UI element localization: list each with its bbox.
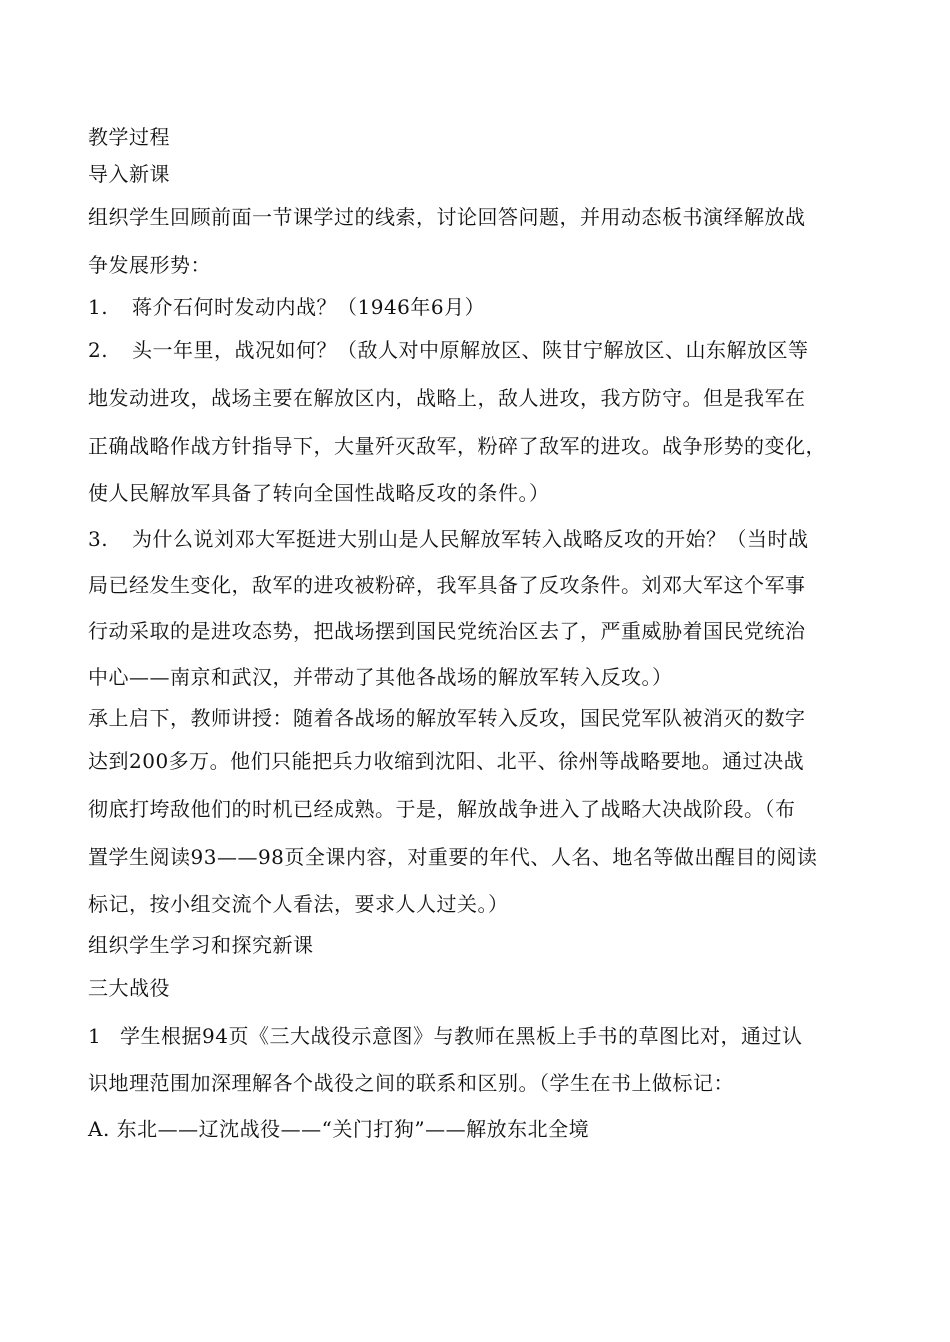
transition-paragraph: 置学生阅读93——98页全课内容，对重要的年代、人名、地名等做出醒目的阅读 [88, 845, 818, 869]
question-3-continued: 中心——南京和武汉，并带动了其他各战场的解放军转入反攻。） [88, 665, 673, 689]
item-number: 1 [88, 1024, 102, 1048]
heading-study-new-lesson: 组织学生学习和探究新课 [88, 933, 314, 957]
question-text: 蒋介石何时发动内战？（1946年6月） [132, 295, 486, 319]
document-body [88, 119, 878, 1152]
question-2-continued: 正确战略作战方针指导下，大量歼灭敌军，粉碎了敌军的进攻。战争形势的变化， [88, 434, 826, 458]
intro-line: 组织学生回顾前面一节课学过的线索，讨论回答问题，并用动态板书演绎解放战 [88, 205, 806, 229]
question-number: 2. [88, 338, 109, 362]
question-2 [88, 326, 878, 374]
heading-teaching-process: 教学过程 [88, 125, 170, 149]
heading-three-campaigns: 三大战役 [88, 976, 170, 1000]
question-2-continued: 地发动进攻，战场主要在解放区内，战略上，敌人进攻，我方防守。但是我军在 [88, 386, 806, 410]
question-3-continued: 局已经发生变化，敌军的进攻被粉碎，我军具备了反攻条件。刘邓大军这个军事 [88, 573, 806, 597]
transition-paragraph: 彻底打垮敌他们的时机已经成熟。于是，解放战争进入了战略大决战阶段。（布 [88, 797, 796, 821]
item-text: 学生根据94页《三大战役示意图》与教师在黑板上手书的草图比对，通过认 [120, 1024, 803, 1048]
heading-intro-new-lesson: 导入新课 [88, 162, 170, 186]
question-1 [88, 289, 878, 326]
transition-paragraph: 标记，按小组交流个人看法，要求人人过关。） [88, 892, 509, 916]
question-3 [88, 516, 878, 562]
question-number: 1. [88, 295, 109, 319]
list-item-a: A. 东北——辽沈战役——“关门打狗”——解放东北全境 [88, 1117, 590, 1141]
list-item-1-continued: 识地理范围加深理解各个战役之间的联系和区别。（学生在书上做标记： [88, 1071, 734, 1095]
question-text: 头一年里，战况如何？（敌人对中原解放区、陕甘宁解放区、山东解放区等 [132, 338, 809, 362]
question-3-continued: 行动采取的是进攻态势，把战场摆到国民党统治区去了，严重威胁着国民党统治 [88, 619, 806, 643]
list-item-1 [88, 1012, 878, 1060]
question-2-continued: 使人民解放军具备了转向全国性战略反攻的条件。） [88, 481, 550, 505]
transition-paragraph: 达到200多万。他们只能把兵力收缩到沈阳、北平、徐州等战略要地。通过决战 [88, 749, 805, 773]
question-number: 3. [88, 527, 109, 551]
question-text: 为什么说刘邓大军挺进大别山是人民解放军转入战略反攻的开始？（当时战 [132, 527, 809, 551]
intro-line: 争发展形势： [88, 253, 211, 277]
transition-paragraph: 承上启下，教师讲授：随着各战场的解放军转入反攻，国民党军队被消灭的数字 [88, 706, 806, 730]
